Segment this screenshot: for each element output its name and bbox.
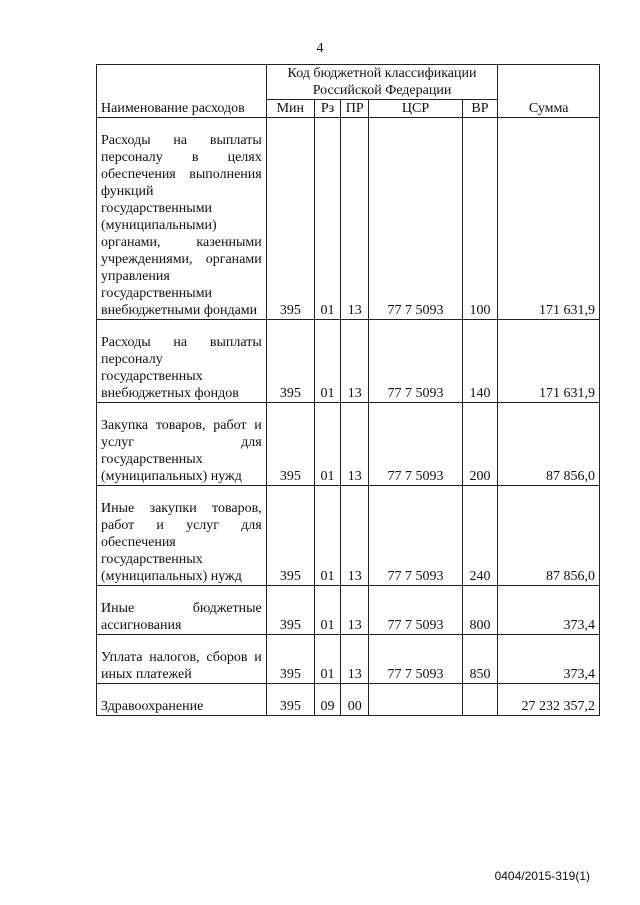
row-vr: 800	[462, 586, 498, 635]
row-name	[97, 586, 267, 635]
row-name	[97, 486, 267, 586]
row-name-text: Здравоохранение	[101, 699, 204, 714]
budget-table	[96, 64, 600, 716]
row-name-text: Расходы на выплаты персоналу в целях обеспечения выполнения функций государственными (муниципальными) органами, казенными учреждениями, органами управления государственными внебюджетными фондами	[101, 133, 262, 318]
row-vr: 850	[462, 635, 498, 684]
table-row	[97, 320, 600, 403]
row-pr: 13	[341, 403, 369, 486]
row-vr: 200	[462, 403, 498, 486]
header-vr: ВР	[462, 100, 498, 118]
row-sum: 87 856,0	[498, 486, 600, 586]
header-code-group: Код бюджетной классификации Российской Федерации	[266, 65, 498, 100]
row-csr: 77 7 5093	[369, 586, 462, 635]
table-row	[97, 586, 600, 635]
row-name-text: Иные бюджетные ассигнования	[101, 601, 262, 633]
row-rz: 09	[314, 684, 340, 716]
document-code: 0404/2015-319(1)	[494, 869, 590, 883]
row-csr: 77 7 5093	[369, 403, 462, 486]
row-rz: 01	[314, 118, 340, 320]
row-name	[97, 684, 267, 716]
row-pr: 13	[341, 486, 369, 586]
row-pr: 13	[341, 586, 369, 635]
row-vr: 240	[462, 486, 498, 586]
row-name-text: Расходы на выплаты персоналу государственных внебюджетных фондов	[101, 335, 262, 401]
header-rz: Рз	[314, 100, 340, 118]
row-pr: 13	[341, 320, 369, 403]
row-min: 395	[266, 486, 314, 586]
row-name-text: Уплата налогов, сборов и иных платежей	[101, 650, 262, 682]
row-vr: 100	[462, 118, 498, 320]
row-rz: 01	[314, 403, 340, 486]
row-sum: 171 631,9	[498, 320, 600, 403]
row-pr: 13	[341, 118, 369, 320]
row-rz: 01	[314, 586, 340, 635]
row-sum: 373,4	[498, 586, 600, 635]
row-sum: 171 631,9	[498, 118, 600, 320]
row-rz: 01	[314, 486, 340, 586]
header-pr: ПР	[341, 100, 369, 118]
row-csr: 77 7 5093	[369, 320, 462, 403]
header-sum: Сумма	[498, 65, 600, 118]
table-row	[97, 403, 600, 486]
row-min: 395	[266, 403, 314, 486]
row-name-text: Закупка товаров, работ и услуг для государственных (муниципальных) нужд	[101, 418, 262, 484]
row-min: 395	[266, 586, 314, 635]
row-min: 395	[266, 635, 314, 684]
header-csr: ЦСР	[369, 100, 462, 118]
header-name: Наименование расходов	[97, 65, 267, 118]
row-sum: 87 856,0	[498, 403, 600, 486]
row-min: 395	[266, 320, 314, 403]
row-name	[97, 320, 267, 403]
row-min: 395	[266, 684, 314, 716]
row-rz: 01	[314, 635, 340, 684]
table-row	[97, 486, 600, 586]
row-vr: 140	[462, 320, 498, 403]
row-name-text: Иные закупки товаров, работ и услуг для обеспечения государственных (муниципальных) нужд	[101, 501, 262, 584]
row-min: 395	[266, 118, 314, 320]
row-pr: 13	[341, 635, 369, 684]
row-csr: 77 7 5093	[369, 635, 462, 684]
row-sum: 27 232 357,2	[498, 684, 600, 716]
row-name	[97, 118, 267, 320]
page-number: 4	[316, 41, 324, 56]
row-rz: 01	[314, 320, 340, 403]
header-min: Мин	[266, 100, 314, 118]
table-row	[97, 684, 600, 716]
row-sum: 373,4	[498, 635, 600, 684]
table-row	[97, 635, 600, 684]
row-name	[97, 635, 267, 684]
row-pr: 00	[341, 684, 369, 716]
table-row	[97, 118, 600, 320]
row-csr: 77 7 5093	[369, 118, 462, 320]
row-csr	[369, 684, 462, 716]
row-name	[97, 403, 267, 486]
row-vr	[462, 684, 498, 716]
row-csr: 77 7 5093	[369, 486, 462, 586]
